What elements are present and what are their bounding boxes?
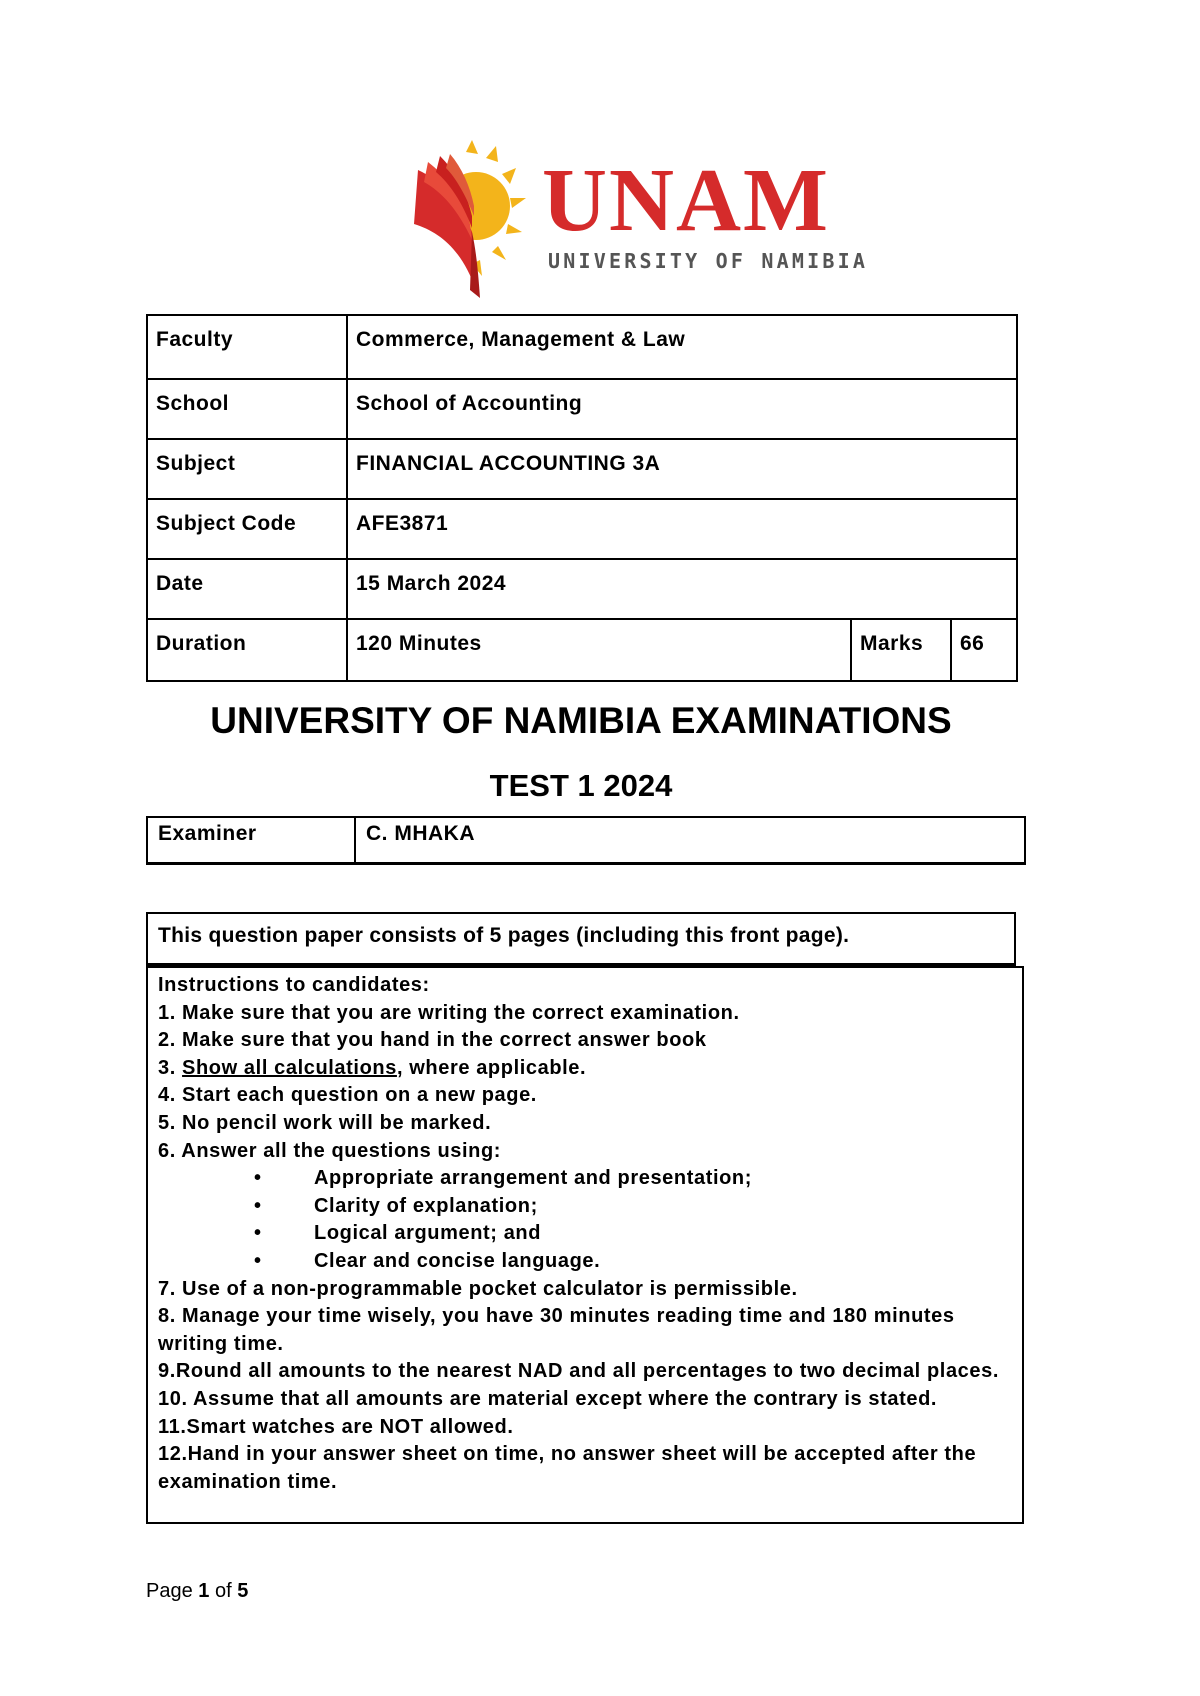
bullet-icon: • bbox=[254, 1222, 262, 1245]
pages-note: This question paper consists of 5 pages (including this front page). bbox=[146, 912, 1016, 966]
examiner-label: Examiner bbox=[147, 817, 355, 863]
examiner-table bbox=[146, 816, 1026, 865]
test-subtitle: TEST 1 2024 bbox=[489, 768, 673, 803]
examiner-value: C. MHAKA bbox=[355, 817, 1025, 863]
subject-code-value: AFE3871 bbox=[347, 499, 1017, 559]
instruction-6: 6. Answer all the questions using: bbox=[158, 1139, 502, 1162]
instructions-box bbox=[146, 966, 1024, 1524]
instruction-3-suffix: , where applicable. bbox=[396, 1056, 587, 1079]
instructions-heading: Instructions to candidates: bbox=[158, 974, 430, 996]
page-title: UNIVERSITY OF NAMIBIA EXAMINATIONS bbox=[210, 700, 952, 741]
marks-value: 66 bbox=[951, 619, 1017, 681]
instruction-3-underlined: Show all calculations bbox=[182, 1056, 397, 1079]
subject-code-label: Subject Code bbox=[147, 499, 347, 559]
instruction-3-number: 3. bbox=[158, 1056, 183, 1079]
instruction-11: 11.Smart watches are NOT allowed. bbox=[158, 1415, 514, 1438]
subject-label: Subject bbox=[147, 439, 347, 499]
page-total: 5 bbox=[237, 1580, 249, 1602]
bullet-icon: • bbox=[254, 1167, 262, 1190]
unam-logo bbox=[410, 140, 869, 310]
marks-label: Marks bbox=[851, 619, 951, 681]
subject-code-row bbox=[147, 499, 1017, 559]
instruction-7: 7. Use of a non-programmable pocket calculator is permissible. bbox=[158, 1277, 798, 1300]
duration-label: Duration bbox=[147, 619, 347, 681]
date-value: 15 March 2024 bbox=[347, 559, 1017, 619]
date-row bbox=[147, 559, 1017, 619]
page-prefix: Page bbox=[146, 1580, 199, 1602]
instruction-12: 12.Hand in your answer sheet on time, no answer sheet will be accepted after the examination time. bbox=[158, 1443, 977, 1493]
school-value: School of Accounting bbox=[347, 379, 1017, 439]
instruction-8: 8. Manage your time wisely, you have 30 minutes reading time and 180 minutes writing time. bbox=[158, 1305, 955, 1355]
bullet-item bbox=[158, 1193, 1012, 1221]
bullet-text: Clear and concise language. bbox=[314, 1249, 601, 1272]
duration-value: 120 Minutes bbox=[347, 619, 851, 681]
bullet-icon: • bbox=[254, 1194, 262, 1217]
bullet-icon: • bbox=[254, 1249, 262, 1272]
subject-value: FINANCIAL ACCOUNTING 3A bbox=[347, 439, 1017, 499]
logo-tagline-text: UNIVERSITY OF NAMIBIA bbox=[548, 249, 869, 273]
duration-row bbox=[147, 619, 1017, 681]
page-of: of bbox=[209, 1580, 238, 1602]
bullet-text: Clarity of explanation; bbox=[314, 1194, 538, 1217]
faculty-row bbox=[147, 315, 1017, 379]
instruction-9: 9.Round all amounts to the nearest NAD and all percentages to two decimal places. bbox=[158, 1360, 1000, 1383]
instruction-2: 2. Make sure that you hand in the correct answer book bbox=[158, 1029, 707, 1052]
logo-brand-text: UNAM bbox=[542, 151, 830, 250]
school-label: School bbox=[147, 379, 347, 439]
subject-row bbox=[147, 439, 1017, 499]
faculty-value: Commerce, Management & Law bbox=[347, 315, 1017, 379]
instruction-3 bbox=[158, 1055, 1012, 1083]
school-row bbox=[147, 379, 1017, 439]
bullet-text: Appropriate arrangement and presentation; bbox=[314, 1167, 752, 1190]
bullet-item bbox=[158, 1248, 1012, 1276]
unam-logo-graphic bbox=[410, 140, 869, 310]
date-label: Date bbox=[147, 559, 347, 619]
instruction-10: 10. Assume that all amounts are material except where the contrary is stated. bbox=[158, 1387, 938, 1410]
bullet-item bbox=[158, 1220, 1012, 1248]
instruction-1: 1. Make sure that you are writing the correct examination. bbox=[158, 1001, 740, 1024]
page-current: 1 bbox=[198, 1580, 210, 1602]
exam-info-table bbox=[146, 314, 1018, 682]
instruction-4: 4. Start each question on a new page. bbox=[158, 1084, 537, 1107]
faculty-label: Faculty bbox=[147, 315, 347, 379]
bullet-text: Logical argument; and bbox=[314, 1222, 542, 1245]
page-number bbox=[146, 1580, 248, 1603]
instruction-5: 5. No pencil work will be marked. bbox=[158, 1111, 492, 1134]
bullet-item bbox=[158, 1165, 1012, 1193]
